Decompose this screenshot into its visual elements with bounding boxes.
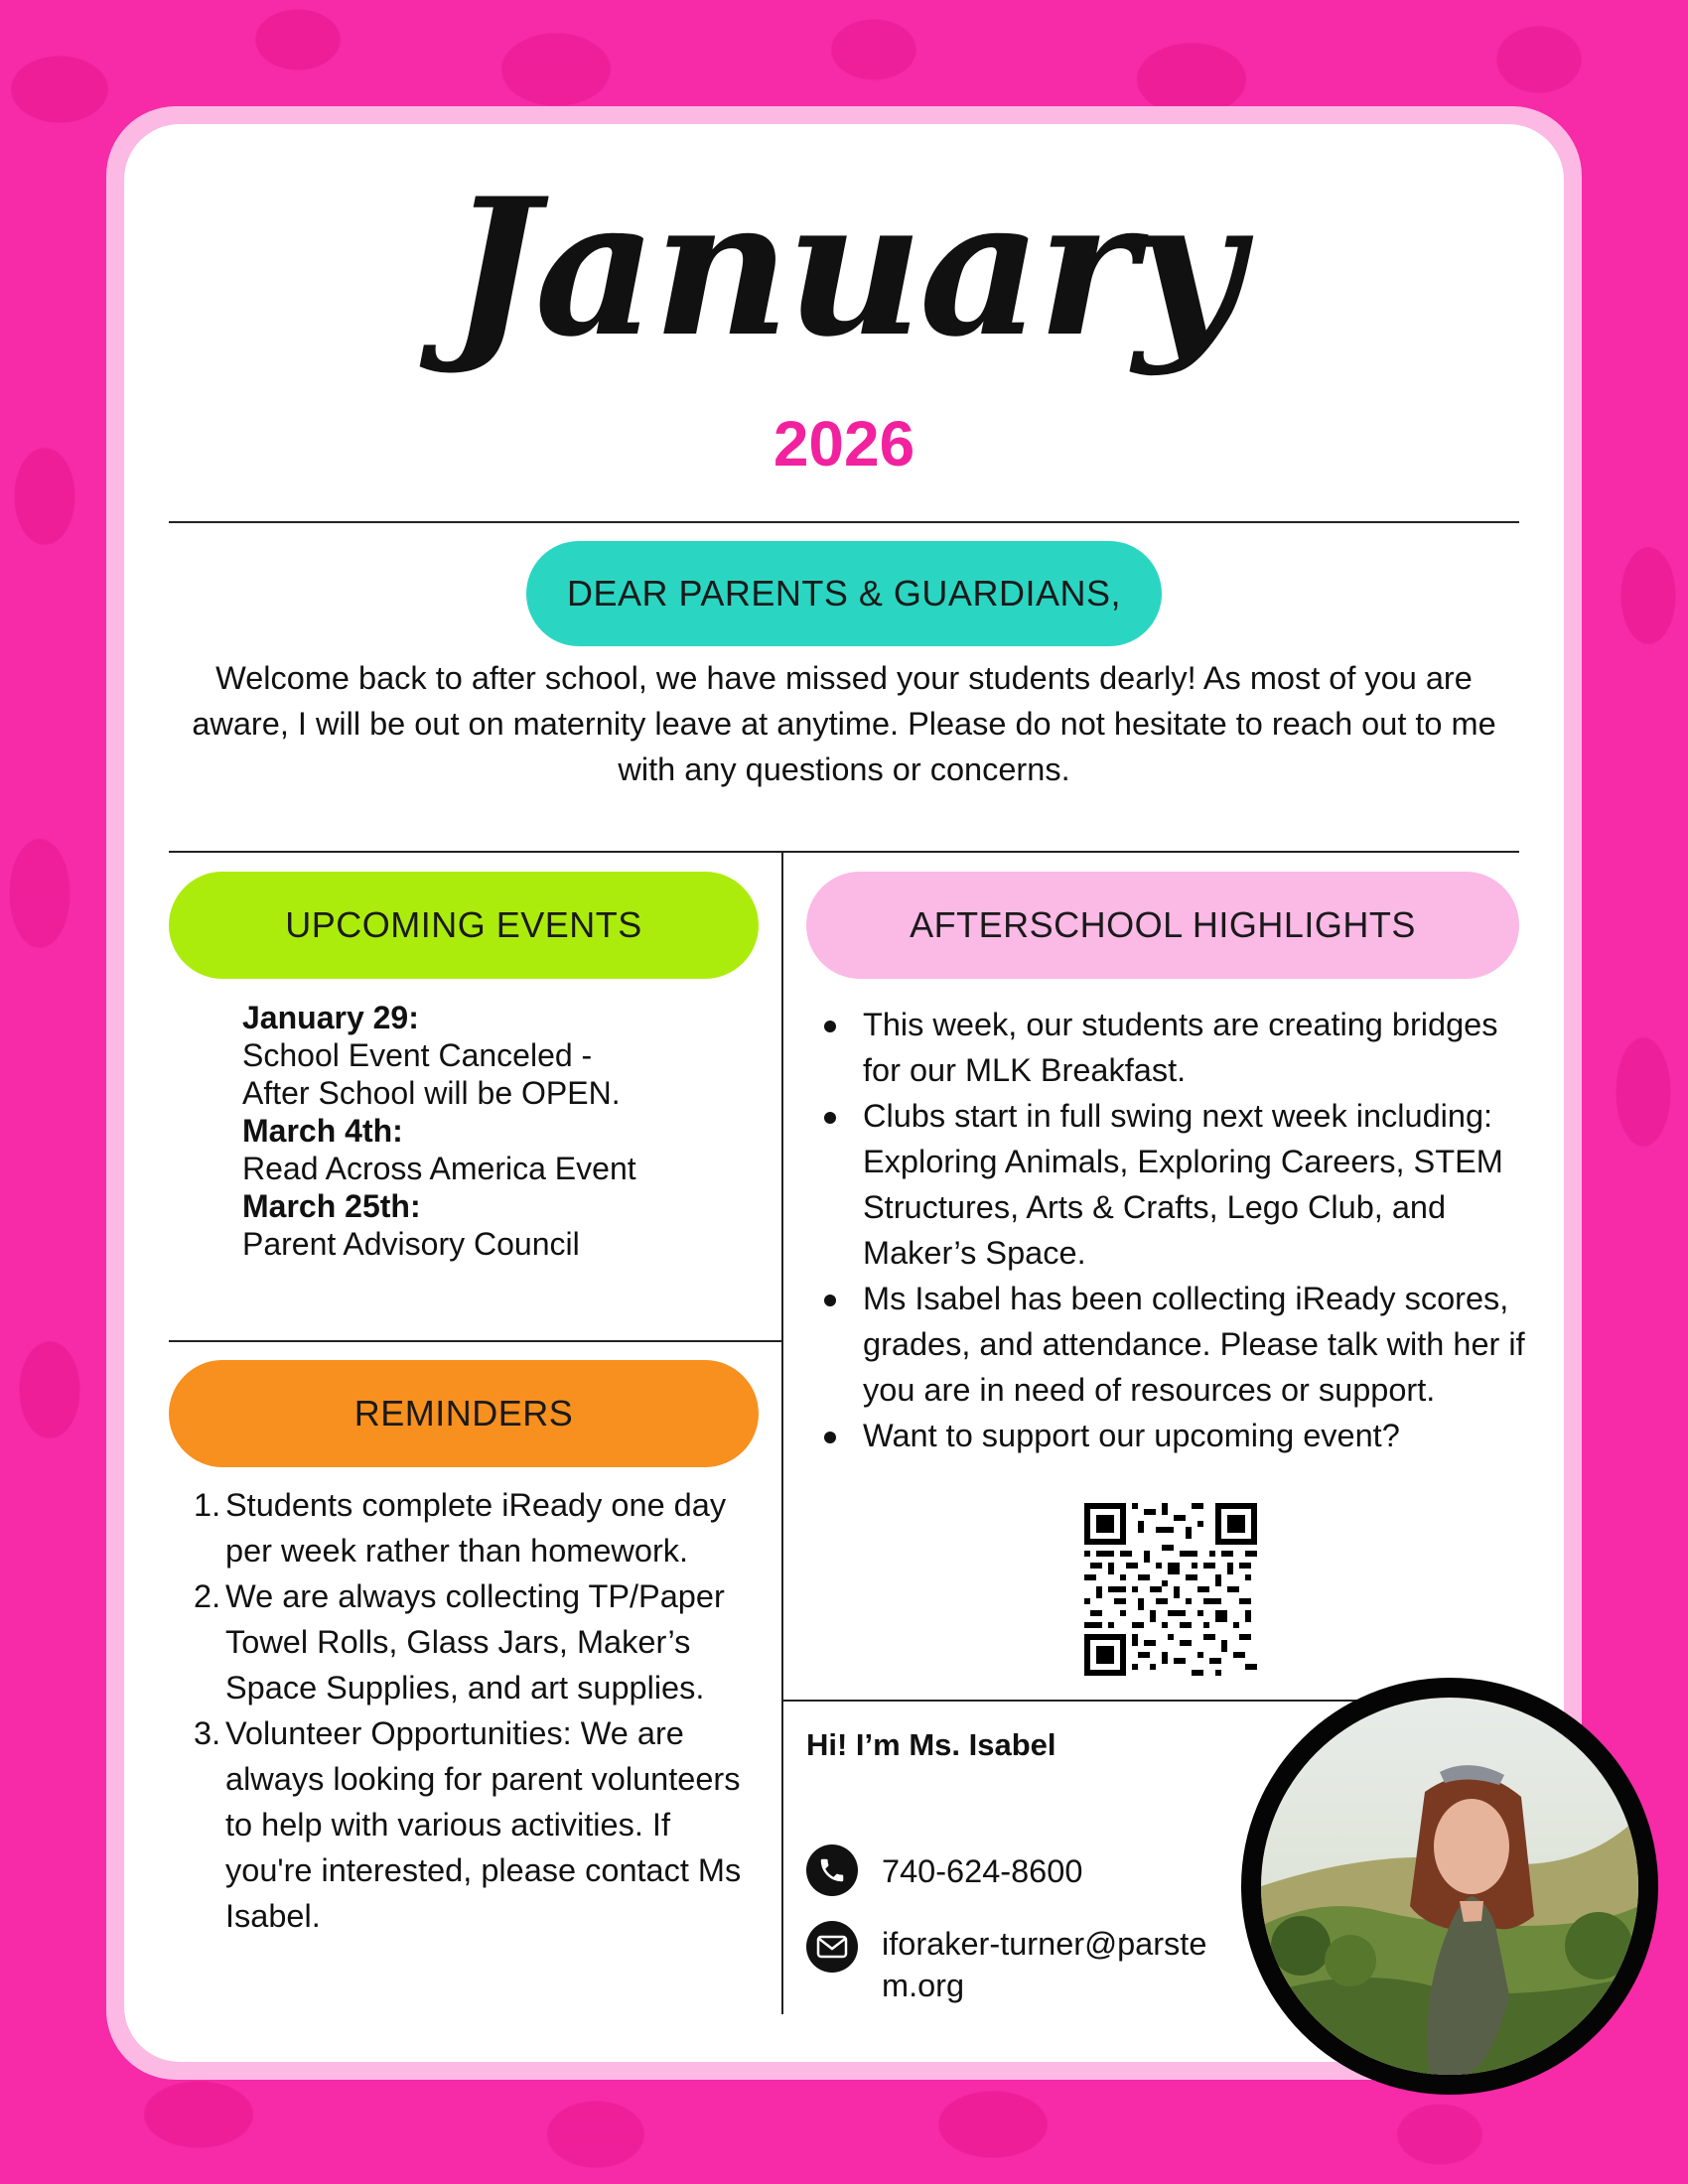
- divider-top: [169, 521, 1519, 523]
- divider-contact: [782, 1700, 1378, 1702]
- divider-left: [169, 1340, 782, 1342]
- bullet-icon: [824, 1432, 836, 1443]
- bullet-icon: [824, 1021, 836, 1032]
- list-number: 1.: [194, 1487, 221, 1523]
- event-item: [242, 1187, 759, 1263]
- email-address[interactable]: iforaker-turner@parstem.org: [882, 1926, 1207, 2003]
- list-text: Ms Isabel has been collecting iReady scores, grades, and attendance. Please talk with her if you are in need of resources or support.: [863, 1281, 1525, 1408]
- list-item: [822, 1002, 1537, 1093]
- events-heading-pill: [169, 872, 759, 979]
- list-number: 3.: [194, 1715, 221, 1751]
- reminders-heading-pill: [169, 1360, 759, 1467]
- phone-number[interactable]: 740-624-8600: [882, 1853, 1083, 1889]
- highlights-list: [822, 1002, 1537, 1458]
- intro-heading: DEAR PARENTS & GUARDIANS,: [567, 573, 1121, 614]
- divider-middle: [169, 851, 1519, 853]
- list-text: Students complete iReady one day per week rather than homework.: [225, 1487, 727, 1569]
- year-label: 2026: [773, 408, 915, 479]
- highlights-heading-pill: [806, 872, 1519, 979]
- reminders-list: [194, 1482, 750, 1939]
- event-date: March 4th:: [242, 1113, 403, 1149]
- envelope-icon: [806, 1921, 858, 1973]
- list-item: [822, 1093, 1537, 1276]
- event-date: March 25th:: [242, 1188, 421, 1224]
- event-item: [242, 1112, 759, 1187]
- highlights-heading: AFTERSCHOOL HIGHLIGHTS: [910, 904, 1416, 945]
- list-item: [822, 1276, 1537, 1413]
- list-text: Want to support our upcoming event?: [863, 1418, 1400, 1453]
- greeting-label: Hi! I’m Ms. Isabel: [806, 1727, 1056, 1762]
- phone-icon: [806, 1844, 858, 1896]
- list-text: Clubs start in full swing next week including: Exploring Animals, Exploring Careers, STEM Structures, Arts & Crafts, Lego Club, and Maker’s Space.: [863, 1098, 1503, 1271]
- list-item: [822, 1413, 1537, 1458]
- intro-text: Welcome back to after school, we have missed your students dearly! As most of you are aware, I will be out on maternity leave at anytime. Please do not hesitate to reach out to me with any questions or concerns.: [192, 660, 1496, 787]
- event-desc: Read Across America Event: [242, 1151, 636, 1186]
- list-text: This week, our students are creating bridges for our MLK Breakfast.: [863, 1007, 1498, 1088]
- event-item: [242, 999, 759, 1112]
- events-heading: UPCOMING EVENTS: [285, 904, 642, 945]
- reminders-heading: REMINDERS: [353, 1393, 574, 1433]
- list-number: 2.: [194, 1578, 221, 1614]
- event-desc: Parent Advisory Council: [242, 1226, 580, 1262]
- list-text: We are always collecting TP/Paper Towel Rolls, Glass Jars, Maker’s Space Supplies, and art supplies.: [225, 1578, 725, 1706]
- qr-code[interactable]: [1084, 1503, 1257, 1676]
- event-date: January 29:: [242, 1000, 419, 1035]
- list-text: Volunteer Opportunities: We are always looking for parent volunteers to help with various activities. If you're interested, please contact Ms Isabel.: [225, 1715, 742, 1934]
- divider-vertical: [781, 851, 783, 2014]
- bullet-icon: [824, 1112, 836, 1124]
- list-item: [194, 1482, 750, 1573]
- event-desc: School Event Canceled - After School will be OPEN.: [242, 1037, 621, 1111]
- avatar: [1261, 1698, 1638, 2075]
- intro-heading-pill: [526, 541, 1162, 646]
- bullet-icon: [824, 1295, 836, 1306]
- list-item: [194, 1710, 750, 1939]
- events-list: [242, 999, 759, 1263]
- month-title: January: [449, 157, 1239, 378]
- list-item: [194, 1573, 750, 1710]
